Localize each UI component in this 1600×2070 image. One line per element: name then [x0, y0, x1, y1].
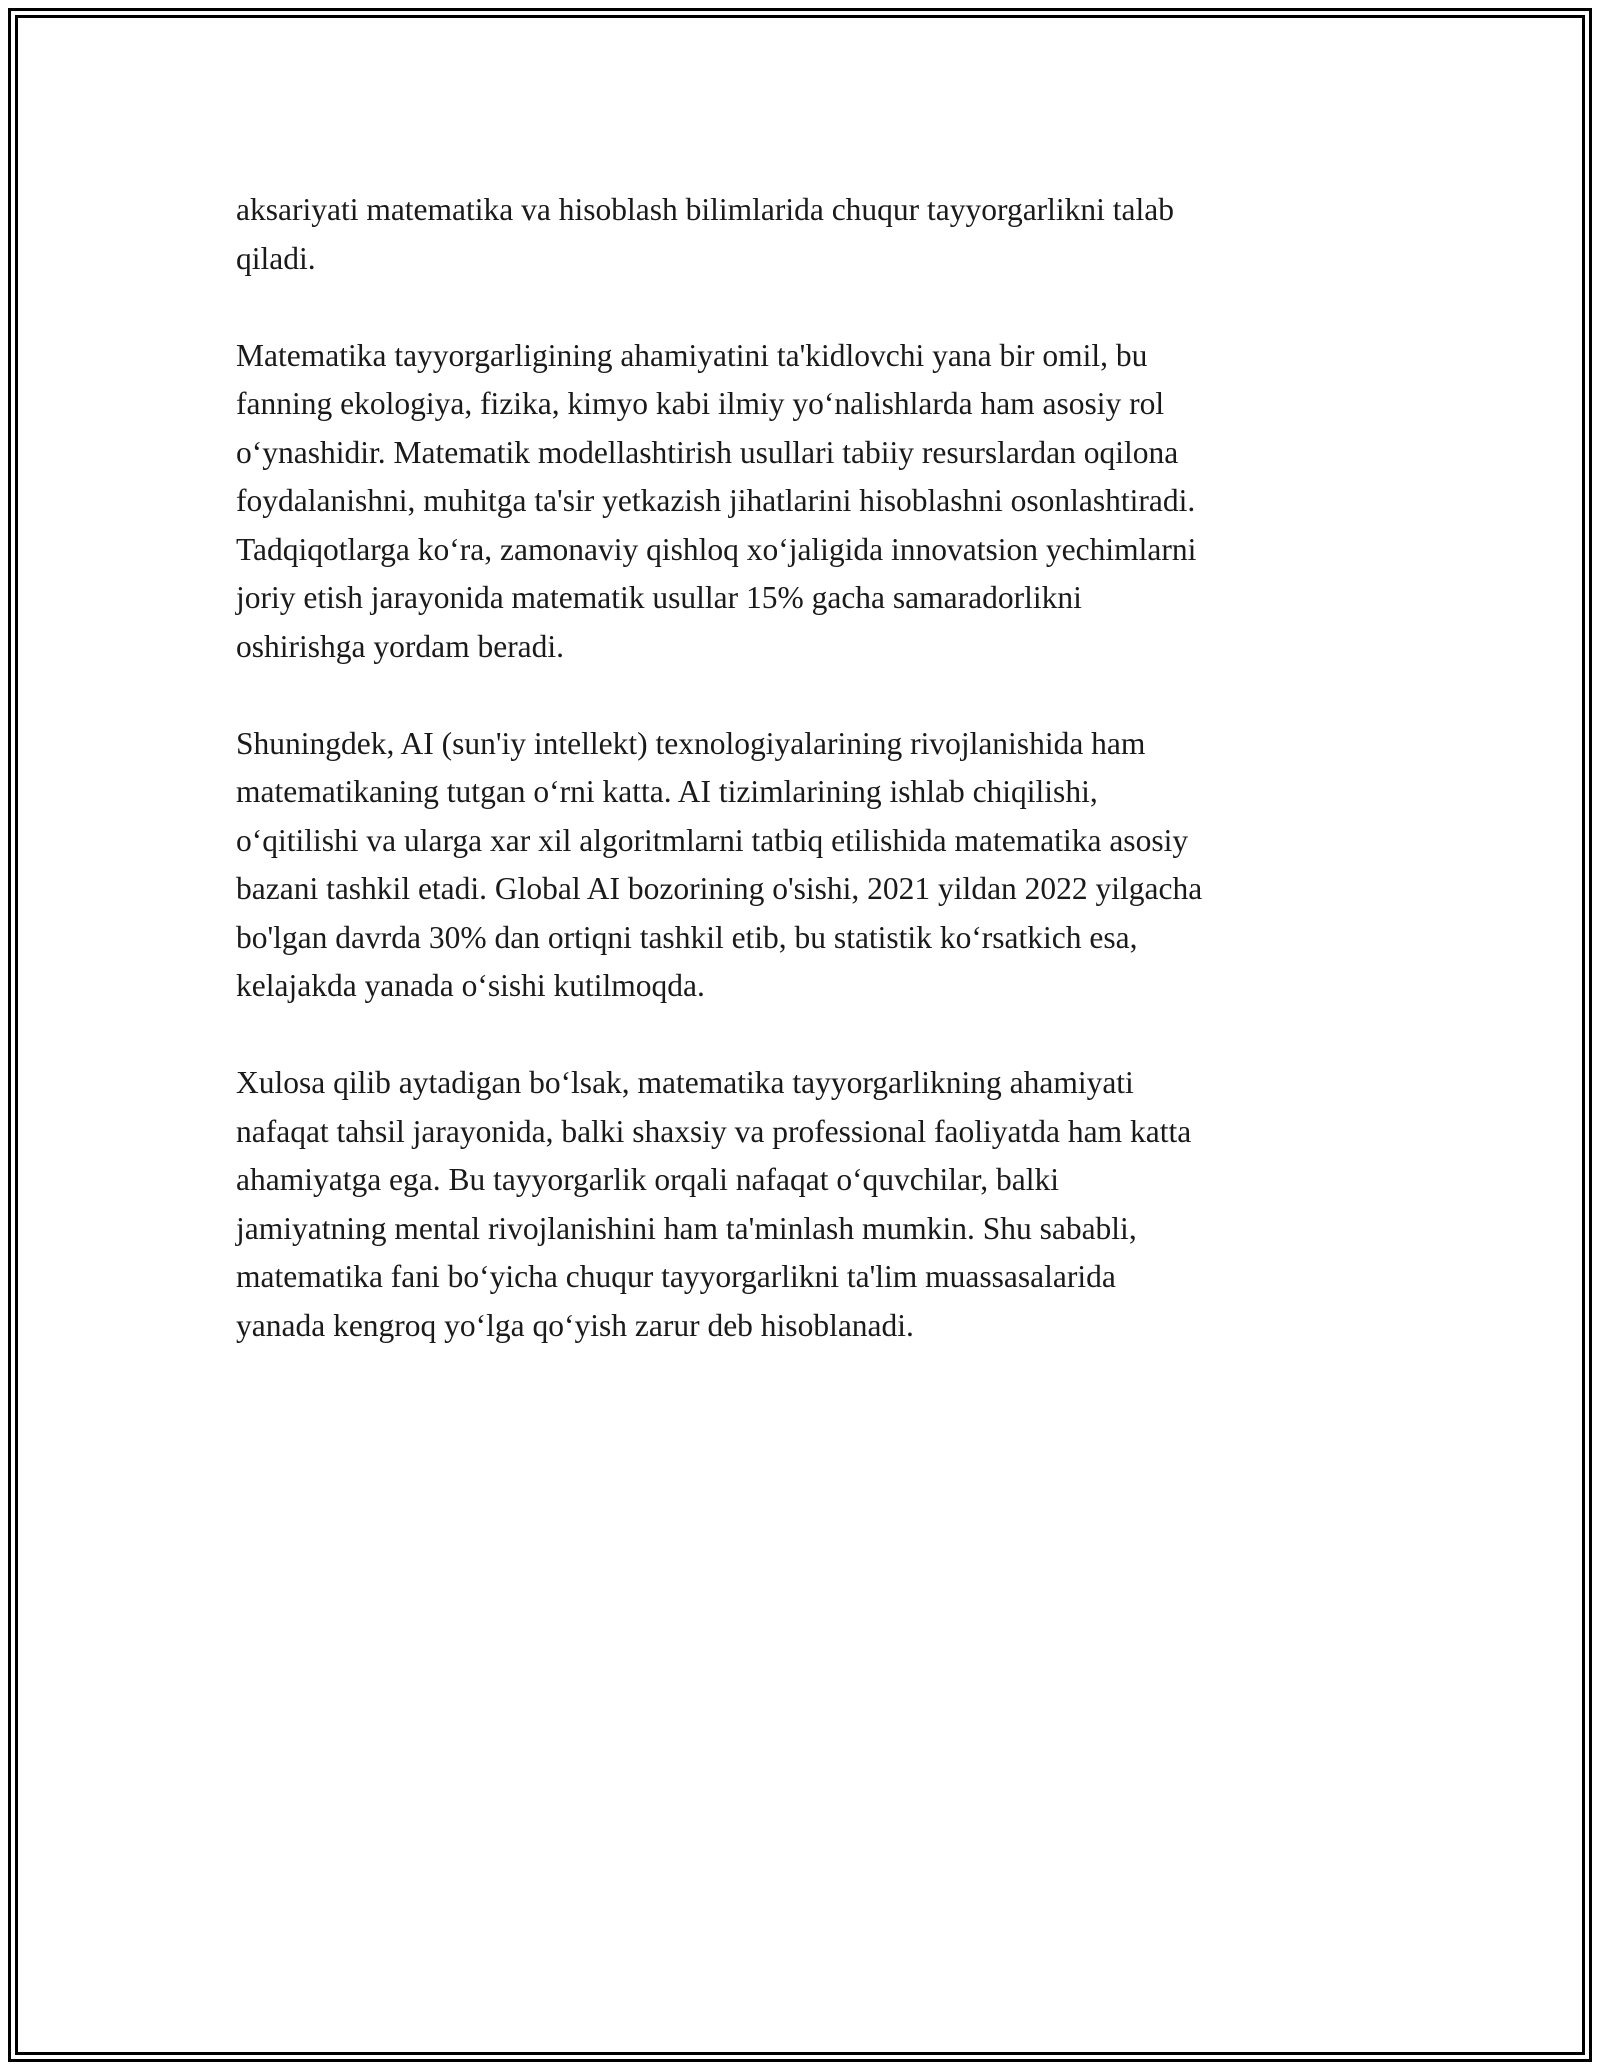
text-line: o‘ynashidir. Matematik modellashtirish usullari tabiiy resurslardan oqilona: [236, 434, 1179, 470]
text-line: o‘qitilishi va ularga xar xil algoritmlarni tatbiq etilishida matematika asosiy: [236, 822, 1189, 858]
paragraph-2: [236, 332, 1376, 672]
text-line: Matematika tayyorgarligining ahamiyatini ta'kidlovchi yana bir omil, bu: [236, 337, 1148, 373]
text-line: aksariyati matematika va hisoblash bilimlarida chuqur tayyorgarlikni talab: [236, 192, 1175, 227]
text-line: bazani tashkil etadi. Global AI bozorining o'sishi, 2021 yildan 2022 yilgacha: [236, 871, 1203, 906]
text-line: Shuningdek, AI (sun'iy intellekt) texnologiyalarining rivojlanishida ham: [236, 725, 1146, 761]
text-line: ahamiyatga ega. Bu tayyorgarlik orqali nafaqat o‘quvchilar, balki: [236, 1162, 1059, 1197]
text-line: fanning ekologiya, fizika, kimyo kabi ilmiy yo‘nalishlarda ham asosiy rol: [236, 386, 1165, 421]
text-line: oshirishga yordam beradi.: [236, 628, 565, 664]
text-line: yanada kengroq yo‘lga qo‘yish zarur deb hisoblanadi.: [236, 1307, 914, 1343]
text-line: Xulosa qilib aytadigan bo‘lsak, matematika tayyorgarlikning ahamiyati: [236, 1065, 1134, 1100]
paragraph-1: [236, 186, 1376, 283]
text-line: joriy etish jarayonida matematik usullar 15% gacha samaradorlikni: [236, 580, 1082, 615]
text-line: matematika fani bo‘yicha chuqur tayyorgarlikni ta'lim muassasalarida: [236, 1259, 1116, 1294]
text-line: nafaqat tahsil jarayonida, balki shaxsiy va professional faoliyatda ham katta: [236, 1113, 1192, 1149]
paragraph-3: [236, 720, 1376, 1011]
document-body: [236, 186, 1376, 1399]
paragraph-4: [236, 1059, 1376, 1350]
text-line: foydalanishni, muhitga ta'sir yetkazish jihatlarini hisoblashni osonlashtiradi.: [236, 483, 1196, 518]
text-line: Tadqiqotlarga ko‘ra, zamonaviy qishloq xo‘jaligida innovatsion yechimlarni: [236, 531, 1197, 567]
text-line: bo'lgan davrda 30% dan ortiqni tashkil etib, bu statistik ko‘rsatkich esa,: [236, 919, 1138, 955]
text-line: jamiyatning mental rivojlanishini ham ta'minlash mumkin. Shu sababli,: [236, 1210, 1137, 1246]
text-line: matematikaning tutgan o‘rni katta. AI tizimlarining ishlab chiqilishi,: [236, 774, 1098, 809]
text-line: qiladi.: [236, 240, 316, 276]
text-line: kelajakda yanada o‘sishi kutilmoqda.: [236, 968, 705, 1003]
